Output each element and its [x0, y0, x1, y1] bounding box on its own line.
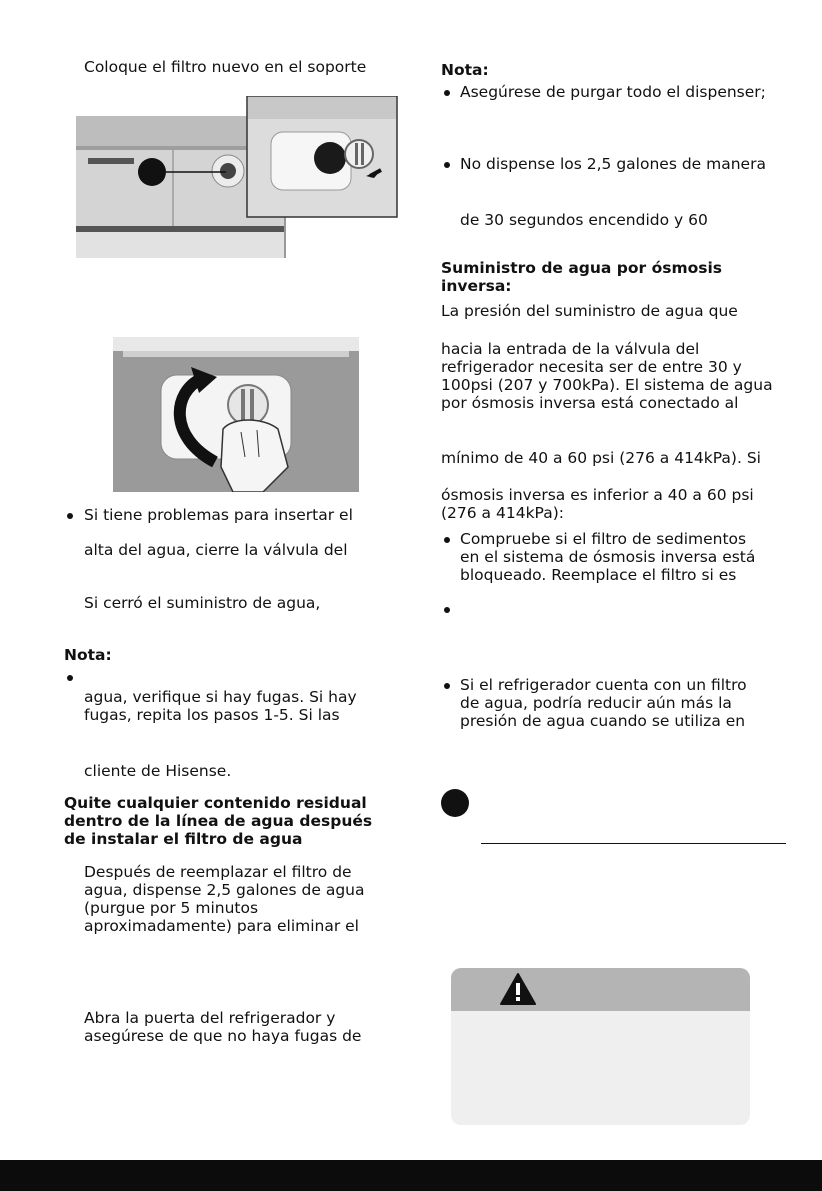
bullet-insert-line-3: Si cerró el suministro de agua,: [84, 594, 321, 612]
sediment-line-1: Compruebe si el filtro de sedimentos: [460, 530, 747, 548]
warning-triangle-icon: [499, 971, 537, 1007]
figure-rotate-filter: [113, 337, 359, 492]
sediment-line-3: bloqueado. Reemplace el filtro si es: [460, 566, 737, 584]
ro-block-line-3: 100psi (207 y 700kPa). El sistema de agua: [441, 376, 773, 394]
purge-line-1: Después de reemplazar el filtro de: [84, 863, 352, 881]
purge-line-4: aproximadamente) para eliminar el: [84, 917, 359, 935]
bullet-dot: [444, 683, 450, 689]
ro-line-1: La presión del suministro de agua que: [441, 302, 738, 320]
ro-min-line: mínimo de 40 a 60 psi (276 a 414kPa). Si: [441, 449, 761, 467]
ro-low-line-2: (276 a 414kPa):: [441, 504, 564, 522]
page-footer-bar: [0, 1160, 822, 1191]
bullet-dot: [444, 162, 450, 168]
bullet-insert-line-1: Si tiene problemas para insertar el: [84, 506, 353, 524]
filter-line-3: presión de agua cuando se utiliza en: [460, 712, 746, 730]
bullet-dot: [67, 513, 73, 519]
note-line-1: agua, verifique si hay fugas. Si hay: [84, 688, 357, 706]
bullet-dot: [444, 537, 450, 543]
step-number-circle: [441, 789, 469, 817]
figure-filter-placement-svg: [76, 96, 398, 258]
note-title-left: Nota:: [64, 646, 112, 664]
purge-line-2: agua, dispense 2,5 galones de agua: [84, 881, 365, 899]
section-title-line-1: Quite cualquier contenido residual: [64, 794, 367, 812]
door-line-1: Abra la puerta del refrigerador y: [84, 1009, 336, 1027]
figure-rotate-filter-svg: [113, 337, 359, 492]
ro-low-line-1: ósmosis inversa es inferior a 40 a 60 psi: [441, 486, 754, 504]
figure-filter-placement: [76, 96, 398, 258]
ro-title-line-2: inversa:: [441, 277, 512, 295]
bullet-no-dispense: No dispense los 2,5 galones de manera: [460, 155, 766, 173]
section-title-line-2: dentro de la línea de agua después: [64, 812, 373, 830]
section-title-line-3: de instalar el filtro de agua: [64, 830, 303, 848]
ro-block-line-2: refrigerador necesita ser de entre 30 y: [441, 358, 742, 376]
interval-line: de 30 segundos encendido y 60: [460, 211, 708, 229]
filter-line-2: de agua, podría reducir aún más la: [460, 694, 732, 712]
intro-line: Coloque el filtro nuevo en el soporte: [84, 58, 367, 76]
filter-line-1: Si el refrigerador cuenta con un filtro: [460, 676, 747, 694]
sediment-line-2: en el sistema de ósmosis inversa está: [460, 548, 756, 566]
note-line-3: cliente de Hisense.: [84, 762, 232, 780]
purge-line-3: (purgue por 5 minutos: [84, 899, 259, 917]
ro-block-line-4: por ósmosis inversa está conectado al: [441, 394, 739, 412]
warning-header: [451, 968, 750, 1011]
divider-line: [481, 843, 786, 844]
bullet-insert-line-2: alta del agua, cierre la válvula del: [84, 541, 348, 559]
bullet-dot: [67, 675, 73, 681]
warning-box: [451, 968, 750, 1125]
note-line-2: fugas, repita los pasos 1-5. Si las: [84, 706, 340, 724]
ro-title-line-1: Suministro de agua por ósmosis: [441, 259, 723, 277]
bullet-dot: [444, 607, 450, 613]
bullet-dot: [444, 90, 450, 96]
ro-block-line-1: hacia la entrada de la válvula del: [441, 340, 700, 358]
bullet-purge: Asegúrese de purgar todo el dispenser;: [460, 83, 766, 101]
note-title-right: Nota:: [441, 61, 489, 79]
door-line-2: asegúrese de que no haya fugas de: [84, 1027, 362, 1045]
